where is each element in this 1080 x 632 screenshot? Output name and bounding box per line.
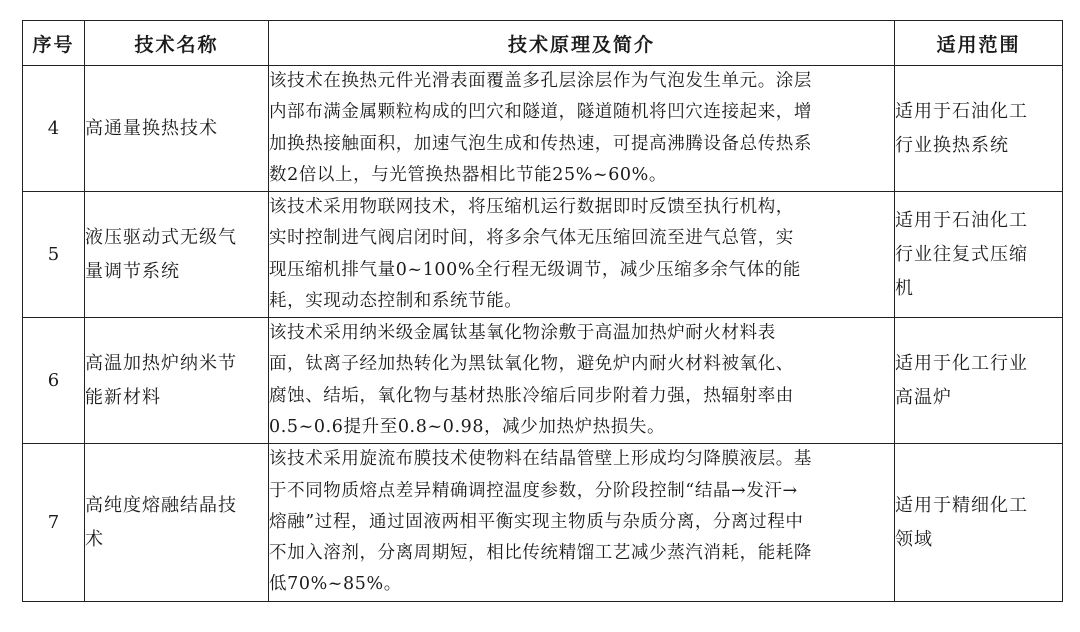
technology-name (85, 444, 269, 602)
desc-line: 数2倍以上，与光管换热器相比节能25%~60%。 (269, 164, 667, 185)
technology-name (85, 318, 269, 444)
scope-line: 机 (895, 277, 914, 299)
scope-line: 高温炉 (895, 386, 952, 408)
name-line: 液压驱动式无级气 (85, 226, 237, 248)
scope-line: 领域 (895, 528, 933, 550)
application-scope (895, 444, 1063, 602)
name-line: 量调节系统 (85, 260, 180, 282)
technology-name (85, 192, 269, 318)
desc-line: 该技术采用物联网技术，将压缩机运行数据即时反馈至执行机构， (269, 197, 794, 218)
technology-table (22, 20, 1063, 602)
row-number: 7 (23, 444, 85, 602)
technology-description (269, 192, 895, 318)
desc-line: 不加入溶剂，分离周期短，相比传统精馏工艺减少蒸汽消耗，能耗降 (269, 543, 812, 564)
application-scope (895, 318, 1063, 444)
scope-line: 适用于化工行业 (895, 352, 1028, 374)
desc-line: 该技术在换热元件光滑表面覆盖多孔层涂层作为气泡发生单元。涂层 (269, 71, 812, 92)
technology-description (269, 318, 895, 444)
name-line: 高温加热炉纳米节 (85, 352, 237, 374)
desc-line: 耗，实现动态控制和系统节能。 (269, 290, 523, 311)
scope-line: 适用于精细化工 (895, 494, 1028, 516)
header-scope: 适用范围 (895, 21, 1063, 66)
technology-description (269, 66, 895, 192)
row-number: 6 (23, 318, 85, 444)
name-line: 高纯度熔融结晶技 (85, 494, 237, 516)
scope-line: 行业往复式压缩 (895, 243, 1028, 265)
scope-line: 适用于石油化工 (895, 209, 1028, 231)
desc-line: 加换热接触面积，加速气泡生成和传热速，可提高沸腾设备总传热系 (269, 133, 812, 154)
scope-line: 适用于石油化工 (895, 100, 1028, 122)
scope-line: 行业换热系统 (895, 134, 1009, 156)
desc-line: 熔融”过程，通过固液两相平衡实现主物质与杂质分离，分离过程中 (269, 511, 804, 532)
desc-line: 面，钛离子经加热转化为黑钛氧化物，避免炉内耐火材料被氧化、 (269, 354, 794, 375)
desc-line: 于不同物质熔点差异精确调控温度参数，分阶段控制“结晶→发汗→ (269, 480, 798, 501)
table-row (23, 444, 1063, 602)
row-number: 4 (23, 66, 85, 192)
desc-line: 该技术采用旋流布膜技术使物料在结晶管壁上形成均匀降膜液层。基 (269, 449, 812, 470)
header-num: 序号 (23, 21, 85, 66)
desc-line: 腐蚀、结垢，氧化物与基材热胀冷缩后同步附着力强，热辐射率由 (269, 385, 794, 406)
row-number: 5 (23, 192, 85, 318)
header-desc: 技术原理及简介 (269, 21, 895, 66)
application-scope (895, 66, 1063, 192)
name-line: 术 (85, 528, 104, 550)
name-line: 高通量换热技术 (85, 117, 218, 139)
table-row (23, 66, 1063, 192)
desc-line: 0.5~0.6提升至0.8~0.98，减少加热炉热损失。 (269, 416, 666, 437)
technology-name (85, 66, 269, 192)
table-row (23, 192, 1063, 318)
name-line: 能新材料 (85, 386, 161, 408)
desc-line: 现压缩机排气量0~100%全行程无级调节，减少压缩多余气体的能 (269, 259, 801, 280)
desc-line: 实时控制进气阀启闭时间，将多余气体无压缩回流至进气总管，实 (269, 228, 794, 249)
header-name: 技术名称 (85, 21, 269, 66)
desc-line: 低70%~85%。 (269, 574, 402, 595)
header-row (23, 21, 1063, 66)
desc-line: 该技术采用纳米级金属钛基氧化物涂敷于高温加热炉耐火材料表 (269, 323, 776, 344)
table-row (23, 318, 1063, 444)
technology-description (269, 444, 895, 602)
application-scope (895, 192, 1063, 318)
desc-line: 内部布满金属颗粒构成的凹穴和隧道，隧道随机将凹穴连接起来，增 (269, 102, 812, 123)
